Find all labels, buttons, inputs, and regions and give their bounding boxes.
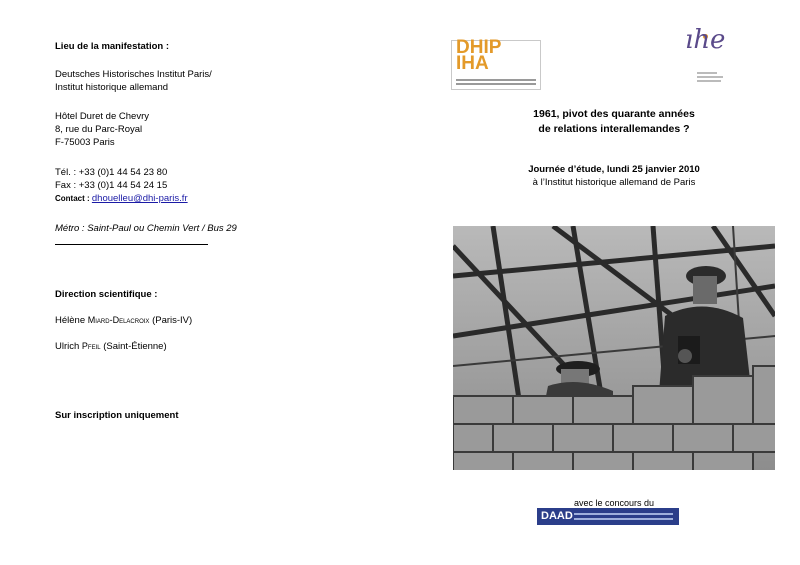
- person1-affiliation: (Paris-IV): [152, 315, 193, 326]
- divider: [55, 244, 208, 245]
- ihe-subtext-line: [697, 80, 721, 82]
- ihe-logo-text: ıhe: [685, 25, 726, 55]
- daad-logo: [537, 508, 679, 525]
- event-location: à l’Institut historique allemand de Paris: [532, 177, 696, 188]
- direction-person-2: [55, 340, 385, 353]
- event-date: Journée d’étude, lundi 25 janvier 2010: [528, 164, 700, 175]
- daad-logo-text: DAAD: [541, 510, 573, 522]
- event-title: [453, 107, 775, 137]
- address-line-3: F-75003 Paris: [55, 137, 115, 148]
- event-title-line-2: de relations interallemandes ?: [538, 123, 690, 135]
- dhip-logo-text: DHIP: [456, 37, 502, 58]
- address-line-2: 8, rue du Parc-Royal: [55, 124, 143, 135]
- daad-subtext-line: [574, 513, 673, 515]
- inscription-note: Sur inscription uniquement: [55, 410, 179, 421]
- direction-person-1: [55, 314, 385, 327]
- contact-line: [55, 192, 385, 205]
- metro-info: Métro : Saint-Paul ou Chemin Vert / Bus 29: [55, 223, 237, 234]
- telephone: Tél. : +33 (0)1 44 54 23 80: [55, 167, 168, 178]
- dhip-iha-logo: [451, 37, 541, 90]
- iha-logo-text: IHA: [456, 53, 489, 74]
- institute-line-2: Institut historique allemand: [55, 82, 169, 93]
- person2-first-name: Ulrich: [55, 341, 80, 352]
- logo-subtext-line: [456, 79, 536, 81]
- daad-subtext-line: [574, 518, 673, 520]
- event-title-line-1: 1961, pivot des quarante années: [533, 108, 695, 120]
- contact-email-link[interactable]: dhouelleu@dhi-paris.fr: [91, 193, 188, 204]
- logo-subtext-line: [456, 83, 536, 85]
- person2-affiliation: (Saint-Étienne): [103, 341, 167, 352]
- venue-heading: Lieu de la manifestation :: [55, 41, 170, 52]
- contact-label: Contact :: [55, 194, 92, 203]
- historic-photo: [453, 226, 775, 470]
- person2-last-name: Pfeil: [81, 341, 101, 351]
- ihe-logo: [673, 25, 748, 90]
- sponsor-text: avec le concours du: [573, 498, 655, 508]
- ihe-subtext-line: [697, 72, 717, 74]
- direction-heading: Direction scientifique :: [55, 289, 158, 300]
- ihe-subtext-line: [697, 76, 723, 78]
- institute-line-1: Deutsches Historisches Institut Paris/: [55, 69, 212, 80]
- address-line-1: Hôtel Duret de Chevry: [55, 111, 149, 122]
- fax: Fax : +33 (0)1 44 54 24 15: [55, 180, 168, 191]
- person1-last-name: Miard-Delacroix: [87, 315, 150, 325]
- person1-first-name: Hélène: [55, 315, 86, 326]
